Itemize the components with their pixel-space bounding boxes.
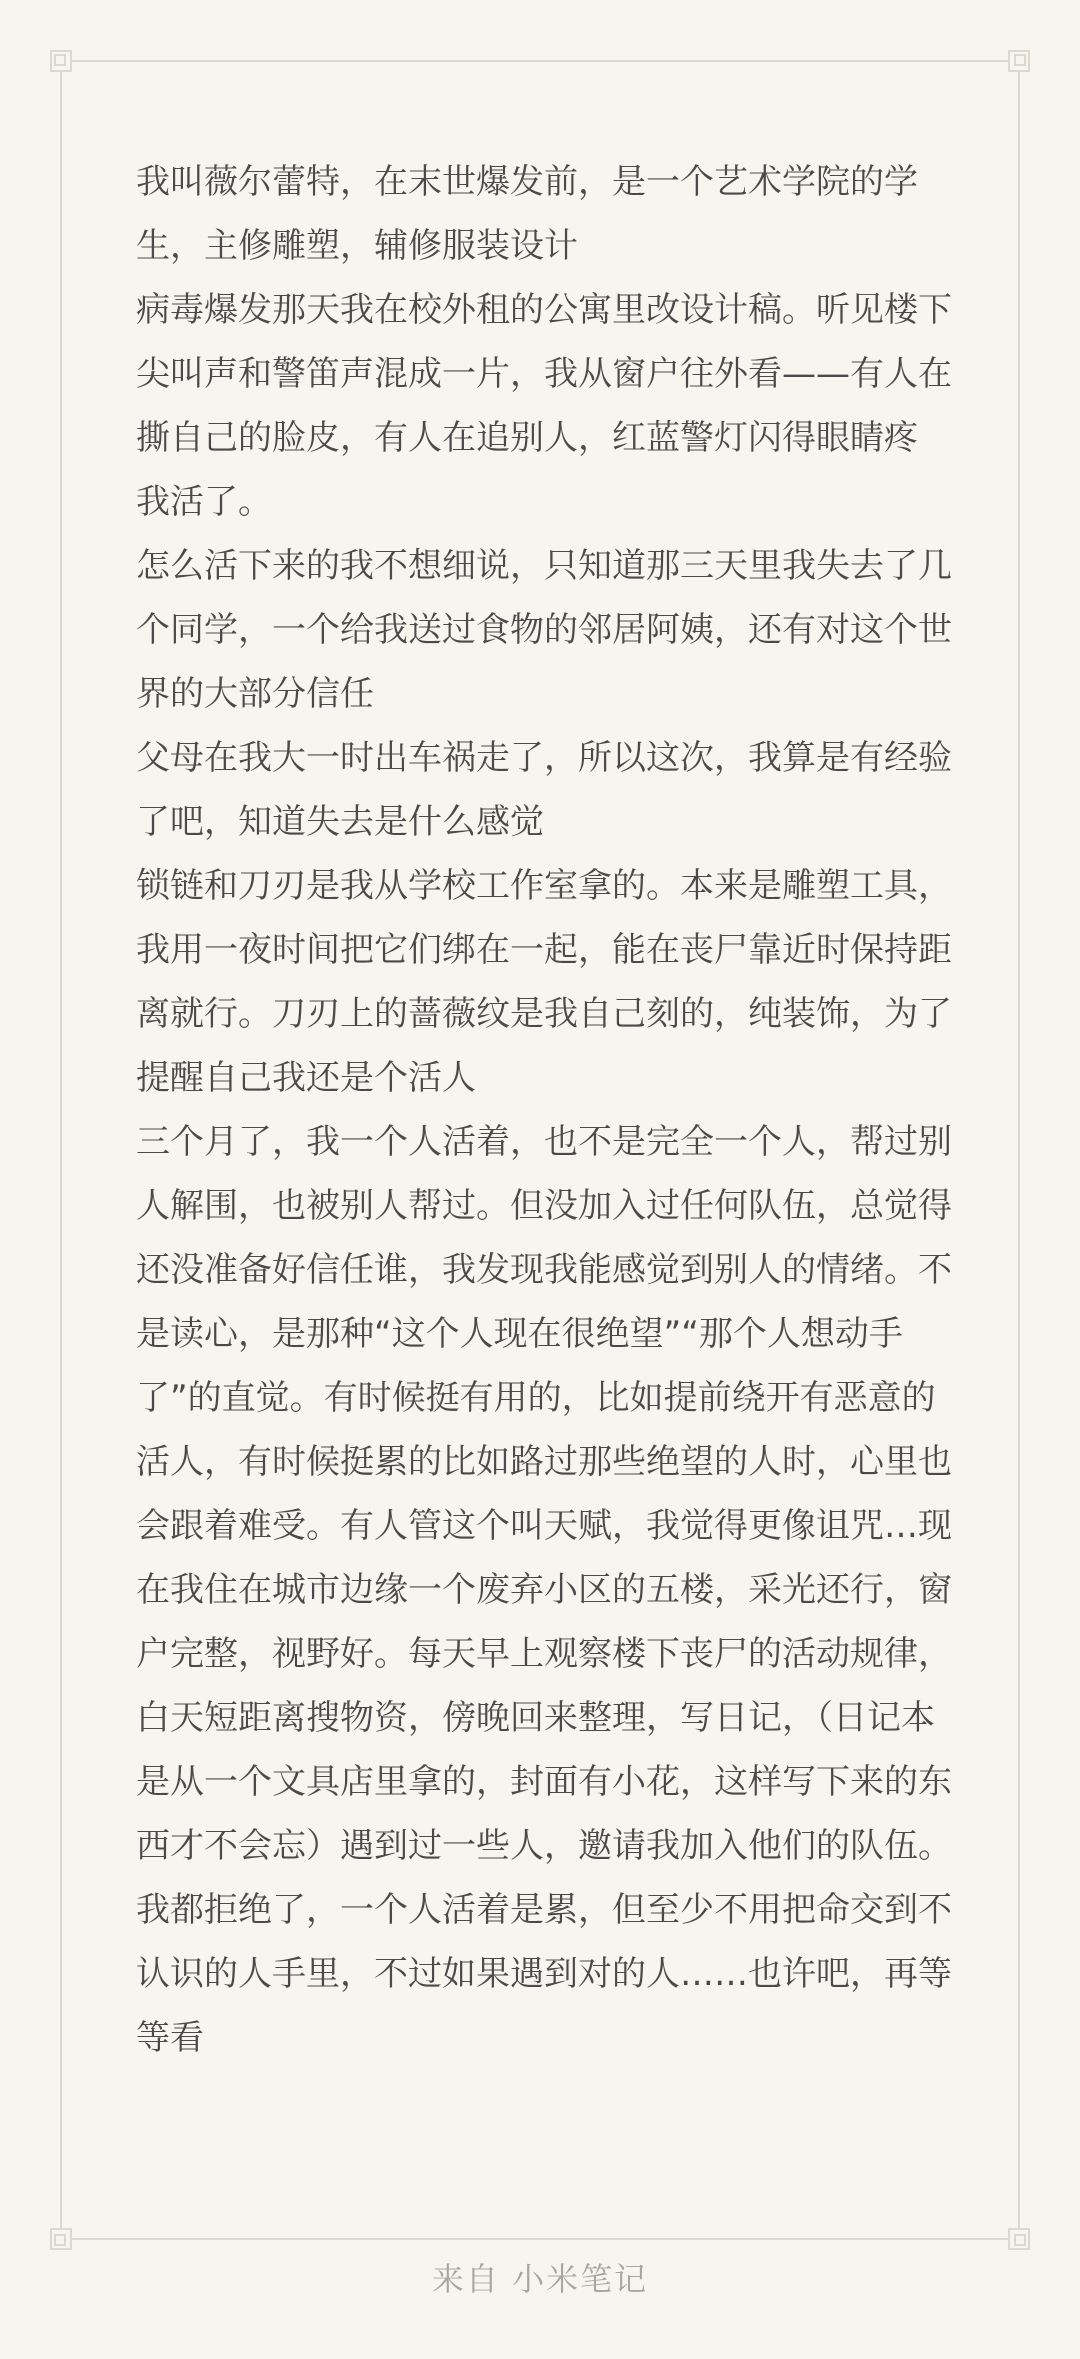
frame-corner-ornament bbox=[1008, 2228, 1030, 2250]
footer-source-label: 来自 小米笔记 bbox=[431, 2260, 649, 2298]
note-paragraph: 锁链和刀刃是我从学校工作室拿的。本来是雕塑工具，我用一夜时间把它们绑在一起，能在丧尸靠近时保持距离就行。刀刃上的蔷薇纹是我自己刻的，纯装饰，为了提醒自己我还是个活人 bbox=[136, 866, 952, 1098]
note-paragraph: 父母在我大一时出车祸走了，所以这次，我算是有经验了吧，知道失去是什么感觉 bbox=[136, 738, 952, 842]
note-paragraph: 三个月了，我一个人活着，也不是完全一个人，帮过别人解围，也被别人帮过。但没加入过任何队伍，总觉得还没准备好信任谁，我发现我能感觉到别人的情绪。不是读心，是那种“这个人现在很绝望”“那个人想动手了”的直觉。有时候挺有用的，比如提前绕开有恶意的活人，有时候挺累的比如路过那些绝望的人时，心里也会跟着难受。有人管这个叫天赋，我觉得更像诅咒…现在我住在城市边缘一个废弃小区的五楼，采光还行，窗户完整，视野好。每天早上观察楼下丧尸的活动规律，白天短距离搜物资，傍晚回来整理，写日记，（日记本是从一个文具店里拿的，封面有小花，这样写下来的东西才不会忘）遇到过一些人，邀请我加入他们的队伍。我都拒绝了，一个人活着是累，但至少不用把命交到不认识的人手里，不过如果遇到对的人……也许吧，再等等看 bbox=[136, 1122, 952, 2058]
note-paragraph: 怎么活下来的我不想细说，只知道那三天里我失去了几个同学，一个给我送过食物的邻居阿姨，还有对这个世界的大部分信任 bbox=[136, 546, 952, 714]
note-paragraph: 病毒爆发那天我在校外租的公寓里改设计稿。听见楼下尖叫声和警笛声混成一片，我从窗户往外看——有人在撕自己的脸皮，有人在追别人，红蓝警灯闪得眼睛疼 bbox=[136, 290, 952, 458]
note-paragraph: 我活了。 bbox=[136, 482, 272, 522]
note-paragraph: 我叫薇尔蕾特，在末世爆发前，是一个艺术学院的学生，主修雕塑，辅修服装设计 bbox=[136, 162, 918, 266]
note-body bbox=[136, 150, 956, 2070]
frame-corner-ornament bbox=[50, 2228, 72, 2250]
frame-corner-ornament bbox=[1008, 50, 1030, 72]
frame-corner-ornament bbox=[50, 50, 72, 72]
